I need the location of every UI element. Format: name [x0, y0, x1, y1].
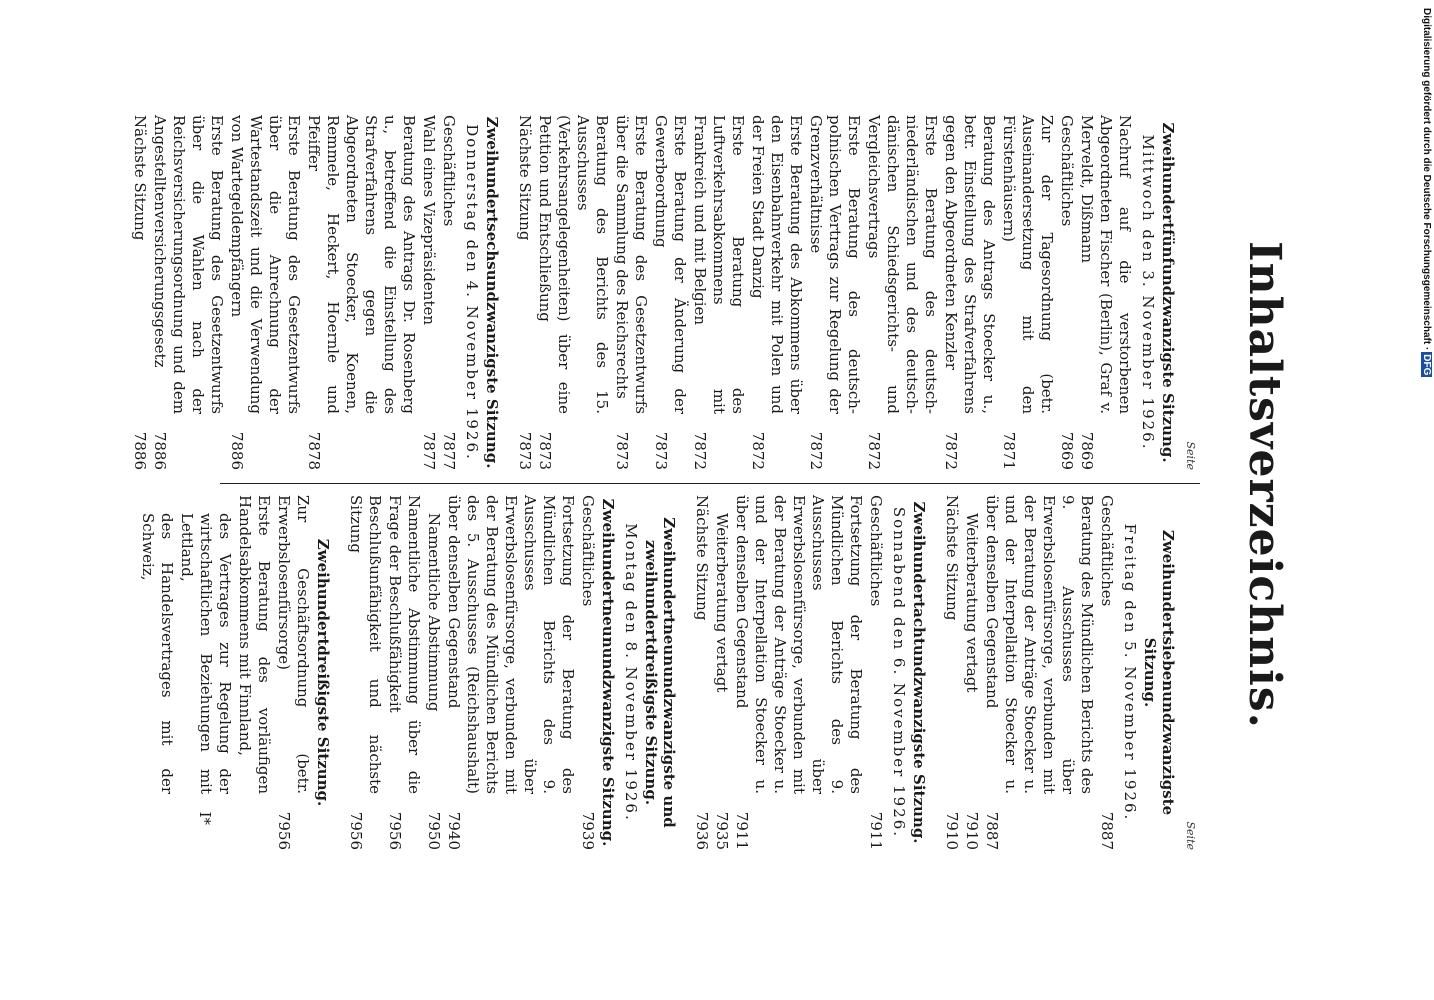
toc-entry [177, 495, 234, 850]
toc-entry [866, 495, 885, 850]
toc-entry [864, 115, 940, 470]
session-heading: Zweihundertsiebenundzwanzigste Sitzung. [1141, 529, 1177, 816]
toc-page-number: 7940 [445, 811, 463, 850]
toc-entry-text: Wahl eines Vizepräsidenten [420, 115, 438, 326]
seite-label: Seite [1184, 441, 1197, 470]
session-date: Freitag den 5. November 1926. [1121, 523, 1139, 822]
toc-page-number: 7910 [943, 811, 961, 850]
toc-entry [1057, 115, 1076, 470]
toc-page-number: 7873 [613, 431, 631, 470]
toc-entry-text: Fortsetzung der Beratung des Mündlichen Berichts des 9. Ausschusses über Erwerbslosenfürsorge, verbunden mit der Beratung der Anträge Stoecker u. und der Interpellation Stoecker u. über denselben Gegenstand [733, 495, 865, 794]
toc-entry-text: Beratung des Mündlichen Berichts des 9. Ausschusses über Erwerbslosenfürsorge, verbunden mit der Beratung der Anträge Stoecker u. und der Interpellation Stoecker u. über denselben Gegenstand [983, 495, 1096, 794]
toc-entry [712, 495, 731, 850]
toc-page-number: 7872 [865, 431, 883, 470]
toc-entry-text: Namentliche Abstimmung [425, 513, 443, 712]
dfg-sidebar [1418, 8, 1432, 398]
toc-entry-text: Beratung des Berichts des 15. Ausschusses (Verkehrsangelegenheiten) über eine Petition und Entschließung [536, 115, 611, 414]
toc-entry [424, 495, 443, 850]
session-block [942, 495, 1177, 850]
session-block [346, 495, 678, 850]
toc-entry-text: des Handelsvertrages mit der Schweiz, [139, 513, 176, 794]
toc-page-number: 7911 [867, 811, 885, 850]
session-heading: Zweihundertsechsundzwanzigste Sitzung. [483, 116, 501, 469]
toc-entry-text: Weiterberatung vertagt [963, 513, 981, 693]
toc-entry-text: Erste Beratung des deutsch-niederländischen und des deutsch-dänischen Schiedsgerichts- und Vergleichsvertrags [865, 115, 940, 414]
session-date: Montag den 8. November 1926. [622, 523, 640, 822]
toc-entry-text: Zur der Tagesordnung (betr. Auseinandersetzung mit den Fürstenhäusern) [1000, 115, 1056, 414]
toc-entry-text: des Vertrages zur Regelung der wirtschaftlichen Beziehungen mit Lettland, [178, 513, 234, 794]
toc-entry-text: Erste Beratung des Gesetzentwurfs über die Wahlen nach der Reichsversicherungsordnung und dem Angestelltenversicherungsgesetz [151, 115, 226, 414]
toc-entry-text: Beschlußunfähigkeit und nächste Sitzung [347, 495, 384, 794]
toc-entry [578, 495, 597, 850]
toc-page-number: 7871 [1000, 431, 1018, 470]
toc-page-number: 7869 [1078, 431, 1096, 470]
toc-entry-text: Fortsetzung der Beratung des Mündlichen Berichts des 9. Ausschusses über Erwerbslosenfürsorge, verbunden mit der Beratung des Mündlichen Berichts des 5. Ausschusses (Reichshaushalt) über denselben Gegenstand [445, 495, 577, 794]
session-block [130, 115, 501, 470]
toc-entry-text: Nachruf auf die verstorbenen Abgeordneten Fischer (Berlin), Graf v. Merveldt, Dißmann [1078, 115, 1134, 414]
toc-page-number: 7886 [151, 431, 169, 470]
toc-entry-text: Erste Beratung des Abkommens über den Eisenbahnverkehr mit Polen und der Freien Stadt Danzig [749, 115, 805, 414]
column-divider [220, 483, 1200, 484]
session-block [692, 495, 928, 850]
toc-entry [999, 115, 1056, 470]
session-date: Mittwoch den 3. November 1926. [1139, 134, 1157, 451]
toc-page-number: 7878 [305, 431, 323, 470]
toc-entry-text: Erste Beratung des Gesetzentwurfs über die Anrechnung der Wartestandszeit und die Verwendung von Wartegeldempfängern [228, 115, 303, 414]
page-footnote: I* [196, 811, 214, 825]
session-heading: Zweihundertachtundzwanzigste Sitzung. [910, 501, 928, 844]
toc-entry [444, 495, 577, 850]
toc-entry-text: Erste Beratung der Änderung der Gewerbeordnung [652, 115, 689, 414]
toc-page-number: 7877 [440, 431, 458, 470]
sub-session-heading: Zweihundertneunundzwanzigste Sitzung. [599, 498, 617, 847]
toc-entry [274, 495, 312, 850]
toc-page-number: 7910 [963, 811, 981, 850]
toc-entry [439, 115, 458, 470]
toc-entry-text: Weiterberatung vertagt [713, 513, 731, 693]
toc-entry-text: Namentliche Abstimmung über die Frage der Beschlußfähigkeit [386, 495, 423, 794]
toc-entry-text: Nächste Sitzung [693, 495, 711, 621]
dfg-logo: DFG [1421, 354, 1432, 376]
toc-entry-text: Beratung des Antrags Stoecker u., betr. Einstellung des Strafverfahrens gegen den Abgeordneten Kenzler [942, 115, 998, 414]
toc-entry [982, 495, 1096, 850]
toc-page-number: 7872 [807, 431, 825, 470]
session-date: Sonnabend den 6. November 1926. [890, 506, 908, 839]
toc-entry [535, 115, 611, 470]
toc-entry [941, 115, 998, 470]
toc-page-number: 7873 [516, 431, 534, 470]
session-heading: Zweihundertfünfundzwanzigste Sitzung. [1159, 122, 1177, 463]
toc-entry-text: Geschäftliches [867, 495, 885, 607]
toc-entry [130, 115, 149, 470]
session-date: Donnerstag den 4. November 1926. [463, 124, 481, 461]
toc-page-number: 7956 [386, 811, 404, 850]
page-title: Inhaltsverzeichnis. [1239, 241, 1290, 729]
session-block [515, 115, 1177, 470]
toc-page-number: 7939 [579, 811, 597, 850]
right-column [139, 495, 1200, 850]
session-heading: Zweihundertneunundzwanzigste und zweihundertdreißigste Sitzung. [642, 517, 678, 828]
toc-entry [385, 495, 423, 850]
toc-entry [748, 115, 805, 470]
toc-entry [346, 495, 384, 850]
toc-page-number: 7956 [275, 811, 293, 850]
toc-entry [419, 115, 438, 470]
toc-entry-text: Geschäftliches [1058, 115, 1076, 227]
toc-page-number: 7886 [131, 431, 149, 470]
toc-entry [806, 115, 863, 470]
toc-page-number: 7887 [1098, 811, 1116, 850]
toc-entry [612, 115, 650, 470]
toc-entry [138, 495, 176, 850]
dfg-credit-text: Digitalisierung gefördert durch die Deutsche Forschungsgemeinschaft · [1421, 8, 1432, 351]
toc-page-number: 7887 [983, 811, 1001, 850]
session-block [138, 495, 332, 850]
toc-page-number: 7877 [420, 431, 438, 470]
toc-entry [1097, 495, 1116, 850]
toc-entry-text: Erste Beratung des Gesetzentwurfs über die Sammlung des Reichsrechts [613, 115, 650, 414]
toc-entry-text: Geschäftliches [1098, 495, 1116, 607]
toc-entry [732, 495, 865, 850]
toc-entry-text: Geschäftliches [579, 495, 597, 607]
toc-entry [962, 495, 981, 850]
toc-entry-text: Erste Beratung des deutsch-polnischen Vertrags zur Regelung der Grenzverhältnisse [807, 115, 863, 414]
toc-page-number: 7956 [347, 811, 365, 850]
toc-page-number: 7873 [536, 431, 554, 470]
toc-entry [150, 115, 226, 470]
toc-entry-text: Geschäftliches [440, 115, 458, 227]
toc-entry-text: Nächste Sitzung [943, 495, 961, 621]
seite-label: Seite [1184, 821, 1197, 850]
toc-entry-text: Nächste Sitzung [131, 115, 149, 241]
toc-entry [515, 115, 534, 470]
left-column [131, 115, 1200, 470]
toc-entry [692, 495, 711, 850]
toc-entry-text: Erste Beratung des vorläufigen Handelsabkommens mit Finnland, [236, 495, 273, 794]
toc-entry [304, 115, 418, 470]
toc-entry [690, 115, 747, 470]
toc-entry [235, 495, 273, 850]
toc-entry [227, 115, 303, 470]
toc-page-number: 7935 [713, 811, 731, 850]
toc-page-number: 7936 [693, 811, 711, 850]
toc-page-number: 7872 [749, 431, 767, 470]
toc-page-number: 7950 [425, 811, 443, 850]
toc-page-number: 7872 [691, 431, 709, 470]
toc-entry-text: Zur Geschäftsordnung (betr. Erwerbslosenfürsorge) [275, 495, 312, 794]
toc-entry [1077, 115, 1134, 470]
session-heading: Zweihundertdreißigste Sitzung. [314, 538, 332, 807]
toc-page-number: 7886 [228, 431, 246, 470]
toc-entry-text: Erste Beratung des Luftverkehrsabkommens mit Frankreich und mit Belgien [691, 115, 747, 414]
toc-entry-text: Beratung des Antrags Dr. Rosenberg u., betreffend die Einstellung des Strafverfahrens gegen die Abgeordneten Stoecker, Koenen, Remmele, Heckert, Hoernle und Pfeiffer [305, 115, 418, 414]
toc-entry-text: Nächste Sitzung [516, 115, 534, 241]
document-page [131, 105, 1300, 865]
toc-page-number: 7872 [942, 431, 960, 470]
toc-entry [942, 495, 961, 850]
toc-entry [651, 115, 689, 470]
toc-page-number: 7911 [733, 811, 751, 850]
toc-page-number: 7869 [1058, 431, 1076, 470]
toc-page-number: 7873 [652, 431, 670, 470]
